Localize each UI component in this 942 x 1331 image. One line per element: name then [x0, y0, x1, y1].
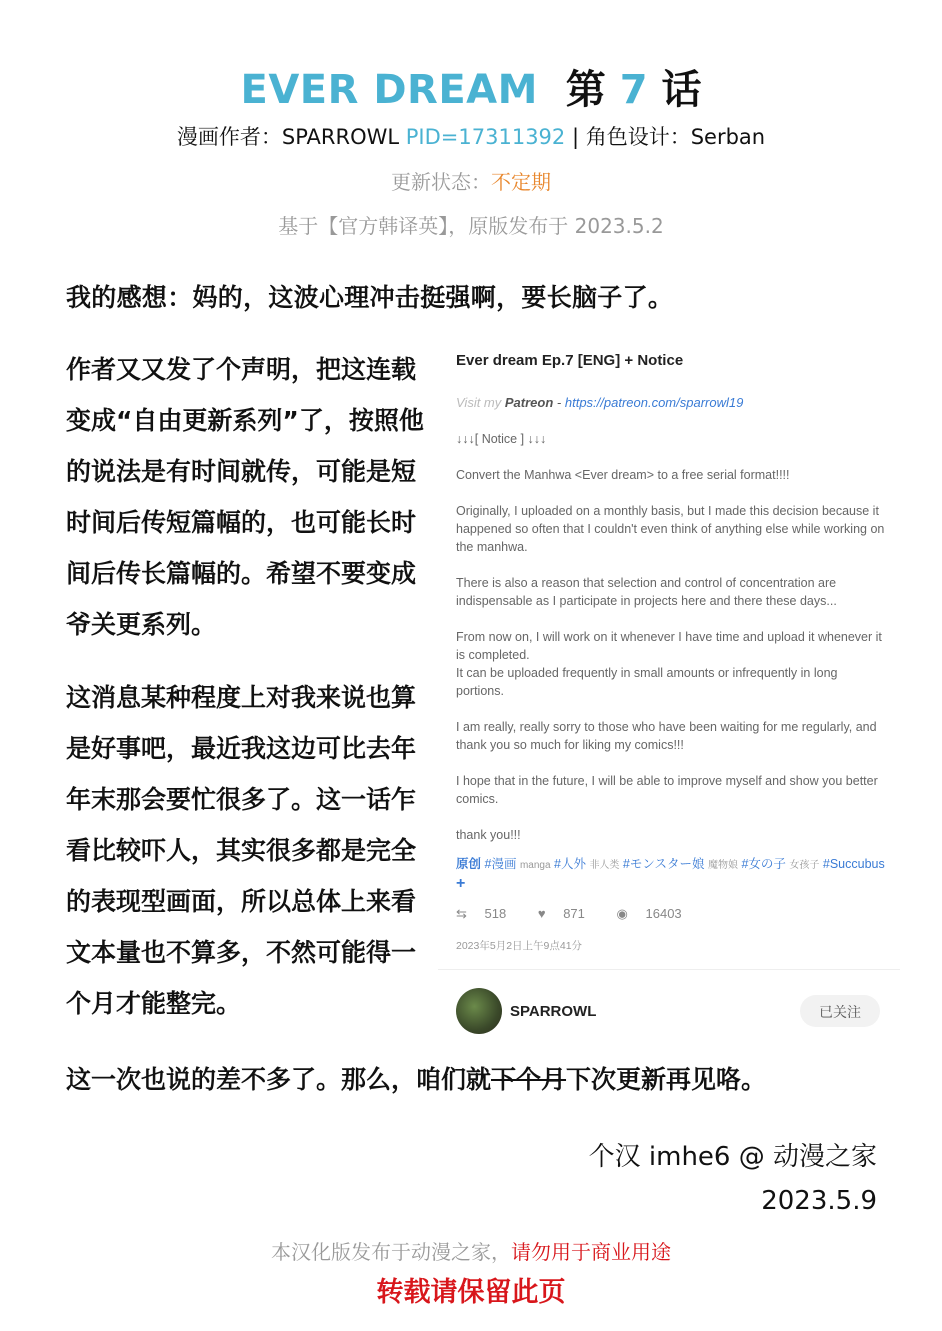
footer-repost-notice: 转载请保留此页: [376, 1277, 566, 1308]
tag-monster-girl-translation: 魔物娘: [707, 860, 738, 871]
credits-design: | 角色设计：Serban: [571, 125, 766, 149]
post-title: Ever dream Ep.7 [ENG] + Notice: [456, 352, 684, 369]
post-body: [456, 430, 886, 862]
post-stats: [456, 906, 710, 922]
status-label: 更新状态：: [391, 170, 491, 194]
page-title: [0, 58, 942, 115]
post-notice-heading: ↓↓↓[ Notice ] ↓↓↓: [456, 432, 547, 446]
likes-stat: [538, 906, 599, 921]
title-chapter-number: 7: [619, 67, 648, 113]
paragraph-personal-note: 这消息某种程度上对我来说也算是好事吧，最近我这边可比去年年末那会要忙很多了。这一话乍看比较吓人，其实很多都是完全的表现型画面，所以总体上来看文本量也不算多，不然可能得一个月才能整完。: [66, 683, 417, 1018]
post-paragraph-4b: It can be uploaded frequently in small amounts or infrequently in long portions.: [456, 666, 838, 698]
views-count: 16403: [645, 906, 682, 921]
tag-nonhuman[interactable]: #人外: [554, 857, 586, 871]
closing-strikethrough: 下个月: [491, 1065, 567, 1094]
credits-author: 漫画作者：SPARROWL: [176, 125, 400, 149]
tag-nonhuman-translation: 非人类: [589, 860, 620, 871]
footer-commercial-warning: 请勿用于商业用途: [511, 1240, 671, 1264]
post-date: 2023年5月2日上午9点41分: [456, 940, 583, 952]
add-tag-icon[interactable]: +: [456, 875, 466, 892]
divider: [438, 969, 900, 970]
author-avatar[interactable]: [456, 988, 502, 1034]
closing-line: [66, 1060, 766, 1096]
tag-original[interactable]: 原创: [456, 857, 482, 871]
update-status: [0, 166, 942, 195]
title-english: EVER DREAM: [240, 67, 538, 113]
patreon-line: [456, 395, 743, 410]
tag-manga[interactable]: #漫画: [484, 857, 517, 871]
patreon-label: Patreon: [504, 395, 554, 410]
post-paragraph-4a: From now on, I will work on it whenever I have time and upload it whenever it is completed.: [456, 630, 882, 662]
post-paragraph-5: I am really, really sorry to those who have been waiting for me regularly, and thank you so much for liking my comics!!!: [456, 720, 877, 752]
tag-succubus[interactable]: #Succubus: [822, 857, 885, 871]
follow-button[interactable]: 已关注: [800, 995, 880, 1027]
post-paragraph-2: Originally, I uploaded on a monthly basis, but I made this decision because it happened so often that I couldn't even think of anything else while working on the manhwa.: [456, 504, 885, 554]
closing-pre: 这一次也说的差不多了。那么，咱们就: [66, 1065, 492, 1094]
tag-monster-girl[interactable]: #モンスター娘: [622, 857, 705, 871]
credits-line: [0, 121, 942, 151]
paragraph-notice-summary: 作者又又发了个声明，把这连载变成“自由更新系列”了，按照他的说法是有时间就传，可能是短时间后传短篇幅的，也可能长时间后传长篇幅的。希望不要变成爷关更系列。: [66, 355, 424, 639]
bookmarks-count: 518: [484, 906, 507, 921]
post-paragraph-1: Convert the Manhwa <Ever dream> to a free serial format!!!!: [456, 468, 790, 482]
visit-label: Visit my: [456, 395, 502, 410]
tag-girl-translation: 女孩子: [789, 860, 820, 871]
tag-manga-translation: manga: [519, 860, 551, 871]
eye-icon: ◉: [616, 906, 628, 921]
footer-notice: [0, 1236, 942, 1265]
author-name[interactable]: SPARROWL: [510, 1003, 597, 1020]
source-basis: 基于【官方韩译英】，原版发布于 2023.5.2: [278, 214, 664, 238]
post-paragraph-3: There is also a reason that selection and control of concentration are indispensable as I participate in projects here and there these days...: [456, 576, 837, 608]
views-stat: [617, 906, 696, 921]
signature-date: 2023.5.9: [761, 1186, 877, 1216]
status-value: 不定期: [491, 170, 551, 194]
tag-girl[interactable]: #女の子: [741, 857, 786, 871]
closing-post: 下次更新再见咯。: [566, 1065, 767, 1094]
translator-signature: 个汉 imhe6 @ 动漫之家: [588, 1142, 877, 1172]
post-tags: [456, 855, 886, 893]
footer-publish-info: 本汉化版发布于动漫之家，: [271, 1240, 511, 1264]
title-chapter-prefix: 第: [565, 67, 606, 113]
bookmark-icon: ⇆: [456, 906, 467, 921]
heart-icon: ♥: [537, 906, 546, 921]
post-paragraph-6: I hope that in the future, I will be able to improve myself and show you better comics.: [456, 774, 878, 806]
visit-separator: -: [553, 395, 565, 410]
credits-pid: PID=17311392: [405, 125, 566, 149]
bookmarks-stat: [456, 906, 520, 921]
likes-count: 871: [563, 906, 585, 921]
patreon-link[interactable]: https://patreon.com/sparrowl19: [564, 395, 744, 410]
title-chapter-suffix: 话: [661, 67, 702, 113]
post-paragraph-7: thank you!!!: [456, 828, 521, 842]
post-paragraph-4: [456, 628, 886, 700]
thoughts-line: 我的感想：妈的，这波心理冲击挺强啊，要长脑子了。: [66, 283, 674, 312]
embedded-post-screenshot: [438, 340, 900, 1040]
